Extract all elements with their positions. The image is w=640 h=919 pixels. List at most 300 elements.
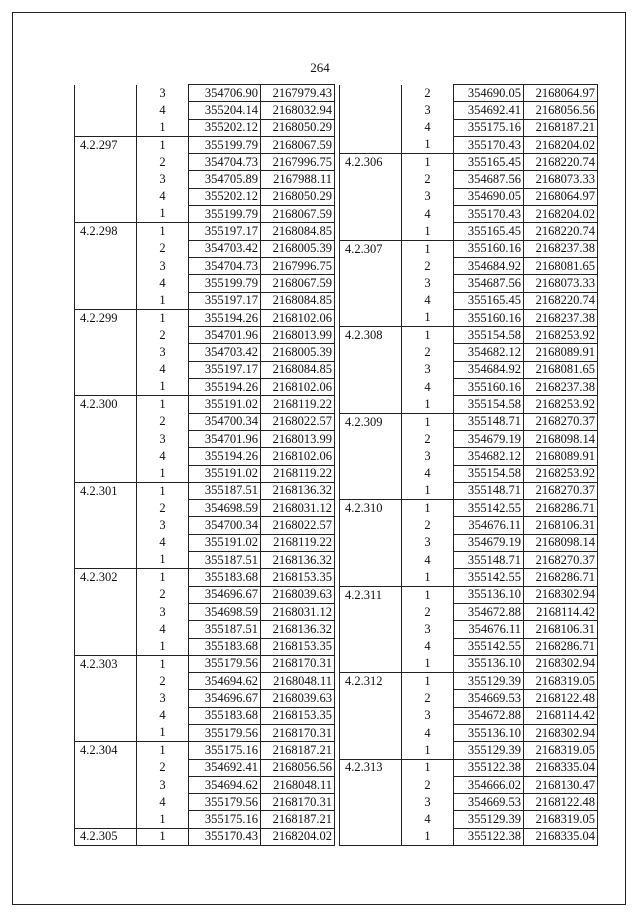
point-cell: 1 [137,223,189,240]
table-row [75,638,335,655]
section-cell: 4.2.313 [340,759,402,776]
table-row [340,707,598,724]
x-coordinate-cell: 355183.68 [189,638,261,655]
point-cell: 1 [137,811,189,828]
table-row [340,396,598,413]
section-cell [340,102,402,119]
y-coordinate-cell: 2168204.02 [524,136,598,153]
x-coordinate-cell: 355148.71 [454,552,524,569]
y-coordinate-cell: 2168220.74 [524,154,598,171]
point-cell: 1 [402,673,454,690]
y-coordinate-cell: 2168122.48 [524,690,598,707]
y-coordinate-cell: 2168136.32 [261,621,335,638]
y-coordinate-cell: 2168302.94 [524,655,598,672]
table-row [75,655,335,672]
point-cell: 4 [402,379,454,396]
point-cell: 3 [137,517,189,534]
table-row [75,102,335,119]
point-cell: 2 [137,759,189,776]
section-cell: 4.2.307 [340,240,402,257]
y-coordinate-cell: 2168022.57 [261,413,335,430]
point-cell: 2 [137,240,189,257]
x-coordinate-cell: 355154.58 [454,396,524,413]
point-cell: 1 [137,465,189,482]
y-coordinate-cell: 2168187.21 [261,742,335,759]
y-coordinate-cell: 2168048.11 [261,673,335,690]
y-coordinate-cell: 2168106.31 [524,517,598,534]
table-row [340,327,598,344]
y-coordinate-cell: 2168153.35 [261,638,335,655]
section-cell [340,136,402,153]
section-cell [340,828,402,845]
table-row [75,309,335,326]
y-coordinate-cell: 2168122.48 [524,794,598,811]
x-coordinate-cell: 354679.19 [454,430,524,447]
x-coordinate-cell: 354701.96 [189,327,261,344]
section-cell [75,690,137,707]
x-coordinate-cell: 354698.59 [189,500,261,517]
x-coordinate-cell: 354703.42 [189,240,261,257]
point-cell: 2 [402,85,454,102]
table-row [75,292,335,309]
point-cell: 3 [402,275,454,292]
x-coordinate-cell: 354692.41 [454,102,524,119]
table-row [340,361,598,378]
table-row [75,673,335,690]
y-coordinate-cell: 2168114.42 [524,603,598,620]
table-row [75,119,335,136]
y-coordinate-cell: 2167996.75 [261,257,335,274]
y-coordinate-cell: 2168098.14 [524,534,598,551]
x-coordinate-cell: 354676.11 [454,621,524,638]
y-coordinate-cell: 2168032.94 [261,102,335,119]
section-cell: 4.2.299 [75,309,137,326]
y-coordinate-cell: 2168270.37 [524,482,598,499]
point-cell: 1 [402,742,454,759]
y-coordinate-cell: 2168022.57 [261,517,335,534]
y-coordinate-cell: 2168237.38 [524,309,598,326]
section-cell [340,430,402,447]
y-coordinate-cell: 2167988.11 [261,171,335,188]
point-cell: 3 [402,361,454,378]
table-row [340,257,598,274]
x-coordinate-cell: 355129.39 [454,742,524,759]
y-coordinate-cell: 2168136.32 [261,482,335,499]
y-coordinate-cell: 2168081.65 [524,257,598,274]
section-cell [75,292,137,309]
section-cell [75,621,137,638]
point-cell: 4 [137,707,189,724]
y-coordinate-cell: 2168089.91 [524,344,598,361]
section-cell [340,690,402,707]
table-row [340,206,598,223]
section-cell: 4.2.309 [340,413,402,430]
y-coordinate-cell: 2168106.31 [524,621,598,638]
point-cell: 1 [137,569,189,586]
x-coordinate-cell: 355194.26 [189,309,261,326]
table-row [340,534,598,551]
table-row [340,603,598,620]
section-cell [75,759,137,776]
y-coordinate-cell: 2168204.02 [524,206,598,223]
point-cell: 1 [402,309,454,326]
point-cell: 4 [402,292,454,309]
point-cell: 1 [137,552,189,569]
x-coordinate-cell: 355175.16 [189,742,261,759]
table-row [75,188,335,205]
table-row [75,171,335,188]
section-cell [75,724,137,741]
section-cell [340,206,402,223]
section-cell [75,776,137,793]
table-row [75,621,335,638]
section-cell [75,154,137,171]
point-cell: 4 [402,552,454,569]
x-coordinate-cell: 354696.67 [189,690,261,707]
section-cell [75,552,137,569]
section-cell [340,379,402,396]
x-coordinate-cell: 354684.92 [454,361,524,378]
y-coordinate-cell: 2168187.21 [524,119,598,136]
point-cell: 2 [137,413,189,430]
x-coordinate-cell: 355197.17 [189,361,261,378]
table-row [340,448,598,465]
table-row [340,638,598,655]
y-coordinate-cell: 2168319.05 [524,811,598,828]
x-coordinate-cell: 354704.73 [189,257,261,274]
table-row [340,586,598,603]
x-coordinate-cell: 354706.90 [189,85,261,102]
section-cell [75,811,137,828]
x-coordinate-cell: 355194.26 [189,379,261,396]
x-coordinate-cell: 354682.12 [454,448,524,465]
x-coordinate-cell: 355179.56 [189,724,261,741]
y-coordinate-cell: 2168067.59 [261,275,335,292]
section-cell [75,257,137,274]
table-row [75,240,335,257]
x-coordinate-cell: 354692.41 [189,759,261,776]
section-cell [340,534,402,551]
x-coordinate-cell: 355142.55 [454,569,524,586]
x-coordinate-cell: 354700.34 [189,413,261,430]
point-cell: 1 [402,569,454,586]
section-cell [75,794,137,811]
section-cell [340,309,402,326]
y-coordinate-cell: 2168102.06 [261,379,335,396]
point-cell: 3 [137,85,189,102]
section-cell [340,85,402,102]
point-cell: 2 [402,690,454,707]
point-cell: 4 [402,638,454,655]
point-cell: 2 [137,327,189,344]
section-cell [340,465,402,482]
y-coordinate-cell: 2168031.12 [261,603,335,620]
y-coordinate-cell: 2168204.02 [261,828,335,845]
x-coordinate-cell: 355191.02 [189,396,261,413]
section-cell [75,102,137,119]
x-coordinate-cell: 354705.89 [189,171,261,188]
table-row [340,188,598,205]
x-coordinate-cell: 354690.05 [454,188,524,205]
point-cell: 2 [402,257,454,274]
section-cell [75,500,137,517]
table-row [75,430,335,447]
x-coordinate-cell: 355199.79 [189,136,261,153]
point-cell: 2 [402,171,454,188]
y-coordinate-cell: 2168220.74 [524,223,598,240]
y-coordinate-cell: 2168170.31 [261,655,335,672]
y-coordinate-cell: 2168170.31 [261,724,335,741]
y-coordinate-cell: 2168335.04 [524,828,598,845]
point-cell: 1 [137,136,189,153]
section-cell [340,292,402,309]
y-coordinate-cell: 2168013.99 [261,430,335,447]
section-cell [340,275,402,292]
section-cell [340,655,402,672]
point-cell: 1 [137,828,189,845]
point-cell: 4 [137,188,189,205]
section-cell [75,379,137,396]
point-cell: 3 [137,603,189,620]
table-row [340,811,598,828]
coordinates-table-left [74,84,335,846]
section-cell [75,119,137,136]
x-coordinate-cell: 354669.53 [454,794,524,811]
table-row [340,240,598,257]
table-row [75,465,335,482]
section-cell: 4.2.302 [75,569,137,586]
table-row [75,828,335,845]
x-coordinate-cell: 354679.19 [454,534,524,551]
y-coordinate-cell: 2168335.04 [524,759,598,776]
section-cell: 4.2.306 [340,154,402,171]
y-coordinate-cell: 2168270.37 [524,413,598,430]
y-coordinate-cell: 2168056.56 [524,102,598,119]
section-cell [340,119,402,136]
table-row [340,292,598,309]
point-cell: 2 [137,673,189,690]
x-coordinate-cell: 355122.38 [454,759,524,776]
table-row [75,413,335,430]
table-row [340,794,598,811]
x-coordinate-cell: 354669.53 [454,690,524,707]
point-cell: 1 [137,742,189,759]
point-cell: 3 [402,102,454,119]
x-coordinate-cell: 355160.16 [454,240,524,257]
table-row [340,759,598,776]
table-row [75,707,335,724]
point-cell: 1 [402,500,454,517]
section-cell: 4.2.308 [340,327,402,344]
point-cell: 4 [137,621,189,638]
section-cell [340,223,402,240]
table-row [340,465,598,482]
section-cell [340,361,402,378]
section-cell [340,257,402,274]
y-coordinate-cell: 2168136.32 [261,552,335,569]
section-cell [75,344,137,361]
section-cell [75,534,137,551]
x-coordinate-cell: 355154.58 [454,465,524,482]
x-coordinate-cell: 354700.34 [189,517,261,534]
x-coordinate-cell: 354672.88 [454,707,524,724]
table-row [75,154,335,171]
table-row [340,621,598,638]
x-coordinate-cell: 354701.96 [189,430,261,447]
point-cell: 1 [137,724,189,741]
point-cell: 3 [137,344,189,361]
y-coordinate-cell: 2168130.47 [524,776,598,793]
point-cell: 1 [402,759,454,776]
x-coordinate-cell: 355170.43 [454,136,524,153]
section-cell [340,344,402,361]
section-cell [75,517,137,534]
point-cell: 4 [137,102,189,119]
section-cell [340,482,402,499]
table-row [75,759,335,776]
y-coordinate-cell: 2168050.29 [261,188,335,205]
table-row [75,517,335,534]
point-cell: 1 [137,655,189,672]
x-coordinate-cell: 355136.10 [454,724,524,741]
point-cell: 1 [402,482,454,499]
table-row [340,309,598,326]
section-cell [75,240,137,257]
x-coordinate-cell: 355197.17 [189,292,261,309]
point-cell: 4 [402,724,454,741]
table-row [340,517,598,534]
section-cell [340,621,402,638]
table-row [340,690,598,707]
table-row [340,154,598,171]
y-coordinate-cell: 2168064.97 [524,188,598,205]
x-coordinate-cell: 354704.73 [189,154,261,171]
table-row [75,344,335,361]
x-coordinate-cell: 354666.02 [454,776,524,793]
x-coordinate-cell: 355199.79 [189,206,261,223]
section-cell [75,465,137,482]
table-row [75,223,335,240]
section-cell: 4.2.312 [340,673,402,690]
point-cell: 3 [402,794,454,811]
y-coordinate-cell: 2168098.14 [524,430,598,447]
section-cell [75,673,137,690]
section-cell [75,327,137,344]
point-cell: 1 [402,223,454,240]
coordinates-table-right [339,84,598,846]
table-row [340,223,598,240]
section-cell [340,188,402,205]
point-cell: 4 [137,275,189,292]
point-cell: 2 [137,500,189,517]
section-cell [75,275,137,292]
table-row [340,482,598,499]
point-cell: 2 [402,776,454,793]
y-coordinate-cell: 2168102.06 [261,309,335,326]
y-coordinate-cell: 2168067.59 [261,206,335,223]
x-coordinate-cell: 355160.16 [454,309,524,326]
y-coordinate-cell: 2168073.33 [524,275,598,292]
table-row [340,724,598,741]
x-coordinate-cell: 355191.02 [189,465,261,482]
section-cell: 4.2.311 [340,586,402,603]
section-cell: 4.2.298 [75,223,137,240]
section-cell [340,811,402,828]
x-coordinate-cell: 355142.55 [454,500,524,517]
x-coordinate-cell: 355160.16 [454,379,524,396]
x-coordinate-cell: 355136.10 [454,586,524,603]
table-row [75,811,335,828]
x-coordinate-cell: 354690.05 [454,85,524,102]
table-row [340,136,598,153]
table-row [340,85,598,102]
table-row [75,569,335,586]
x-coordinate-cell: 355148.71 [454,482,524,499]
table-row [340,119,598,136]
section-cell [340,569,402,586]
table-row [340,430,598,447]
table-row [75,396,335,413]
table-row [340,828,598,845]
section-cell: 4.2.310 [340,500,402,517]
point-cell: 4 [402,206,454,223]
table-row [75,586,335,603]
section-cell [75,206,137,223]
y-coordinate-cell: 2168005.39 [261,344,335,361]
x-coordinate-cell: 355170.43 [454,206,524,223]
x-coordinate-cell: 355187.51 [189,621,261,638]
section-cell: 4.2.304 [75,742,137,759]
x-coordinate-cell: 355165.45 [454,154,524,171]
table-row [340,776,598,793]
point-cell: 3 [402,448,454,465]
table-row [340,552,598,569]
section-cell [75,707,137,724]
x-coordinate-cell: 355129.39 [454,811,524,828]
point-cell: 2 [402,517,454,534]
x-coordinate-cell: 355179.56 [189,794,261,811]
y-coordinate-cell: 2168253.92 [524,327,598,344]
point-cell: 1 [402,136,454,153]
y-coordinate-cell: 2168050.29 [261,119,335,136]
section-cell [75,603,137,620]
section-cell: 4.2.301 [75,482,137,499]
table-row [75,742,335,759]
table-row [75,275,335,292]
x-coordinate-cell: 354682.12 [454,344,524,361]
y-coordinate-cell: 2168119.22 [261,465,335,482]
point-cell: 3 [402,707,454,724]
point-cell: 3 [137,776,189,793]
y-coordinate-cell: 2168153.35 [261,569,335,586]
table-row [340,344,598,361]
y-coordinate-cell: 2168302.94 [524,586,598,603]
point-cell: 1 [402,240,454,257]
y-coordinate-cell: 2168039.63 [261,690,335,707]
section-cell [75,638,137,655]
point-cell: 3 [137,430,189,447]
x-coordinate-cell: 355183.68 [189,569,261,586]
x-coordinate-cell: 354698.59 [189,603,261,620]
y-coordinate-cell: 2168237.38 [524,240,598,257]
y-coordinate-cell: 2168084.85 [261,292,335,309]
table-row [75,482,335,499]
x-coordinate-cell: 355199.79 [189,275,261,292]
point-cell: 4 [137,534,189,551]
table-row [75,206,335,223]
x-coordinate-cell: 355197.17 [189,223,261,240]
table-row [75,794,335,811]
